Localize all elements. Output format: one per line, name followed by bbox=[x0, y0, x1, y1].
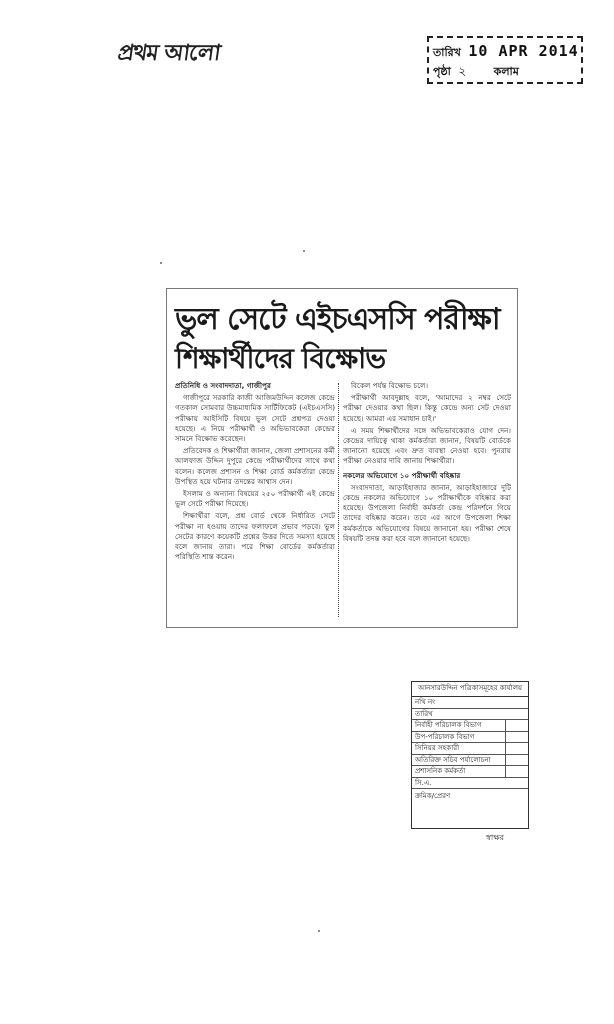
stamp-page-value: ২ bbox=[458, 64, 467, 78]
stamp-date-value: 10 APR 2014 bbox=[468, 42, 579, 60]
article-paragraph: গাজীপুরে সরকারি কাজী আজিমউদ্দিন কলেজ কেন্দ্রে গতকাল সোমবার উচ্চমাধ্যমিক সার্টিফিকেট (এইচএসসি) পরীক্ষায় আইসিটি বিষয়ে ভুল সেটে প্রশ্নপত্র দেওয়া হয়েছে। এ নিয়ে পরীক্ষার্থী ও অভিভাবকেরা কেন্দ্রের সামনে বিক্ষোভ করেছেন। bbox=[175, 393, 335, 444]
routing-slip-line: সি.এ. bbox=[412, 778, 528, 790]
news-clipping bbox=[166, 288, 518, 628]
article-column-right bbox=[343, 381, 511, 621]
article-column-left bbox=[175, 381, 335, 621]
routing-slip-signature: স্বাক্ষর bbox=[486, 833, 505, 842]
stamp-column-label: কলাম bbox=[493, 65, 519, 78]
stamp-page-row bbox=[433, 63, 581, 83]
column-divider bbox=[338, 383, 339, 617]
stamp-date-label: তারিখ bbox=[433, 46, 461, 59]
article-paragraph: ইসলাম ও অন্যান্য বিষয়ের ২৫০ পরীক্ষার্থী এই কেন্দ্রে ভুল সেটে পরীক্ষা দিয়েছে। bbox=[175, 489, 335, 509]
scan-speck bbox=[303, 250, 305, 252]
routing-slip-line: ক্রমিক/প্রেরণ bbox=[415, 792, 451, 800]
headline-line-2: শিক্ষার্থীদের বিক্ষোভ bbox=[175, 342, 386, 375]
headline-line-1: ভুল সেটে এইচএসসি পরীক্ষা bbox=[175, 302, 500, 337]
routing-slip-heading: আনসারউদ্দিন পত্রিকাসমূহের কার্যালয় bbox=[412, 682, 528, 697]
routing-slip-line: সিনিয়র সহকারী bbox=[412, 743, 528, 755]
routing-slip-line: নির্বাহী পরিচালক বিভাগ bbox=[412, 720, 528, 732]
article-paragraph: শিক্ষার্থীরা বলে, প্রশ্ন বোর্ড থেকে নির্ধারিত সেটে পরীক্ষা না হওয়ায় তাদের ফলাফলে প্রভাব পড়বে। ভুল সেটের কারণে কয়েকটি প্রশ্নের উত্তর দিতে সমস্যা হয়েছে বলে জানায় তারা। পরে শিক্ষা বোর্ডের কর্মকর্তারা পরিস্থিতি শান্ত করেন। bbox=[175, 511, 335, 562]
routing-slip-line: তারিখ bbox=[412, 709, 528, 721]
clipping-stamp bbox=[427, 36, 583, 84]
article-paragraph: প্রতিবেদক ও শিক্ষার্থীরা জানান, জেলা প্রশাসনের কর্মী আলফাজ উদ্দিন দুপুরে কেন্দ্রে পরীক্ষার্থীদের সাথে কথা বলেন। কলেজ প্রশাসন ও শিক্ষা বোর্ড কর্মকর্তারা কেন্দ্রে উপস্থিত হয়ে ঘটনার তদন্তের আশ্বাস দেন। bbox=[175, 446, 335, 486]
scan-speck bbox=[318, 930, 320, 932]
stamp-page-label: পৃষ্ঠা bbox=[433, 65, 451, 78]
stamp-date-row bbox=[433, 42, 581, 63]
article-byline: প্রতিনিধি ও সংবাদদাতা, গাজীপুর bbox=[175, 381, 271, 390]
routing-slip-line: প্রশাসনিক কর্মকর্তা bbox=[412, 766, 528, 778]
routing-slip bbox=[411, 681, 529, 829]
article-paragraph: বিকেল পর্যন্ত বিক্ষোভ চলে। bbox=[351, 381, 429, 390]
article-paragraph: সংবাদদাতা, আড়াইহাজার জানান, আড়াইহাজারে দুটি কেন্দ্রে নকলের অভিযোগে ১০ পরীক্ষার্থীকে বহিষ্কার করা হয়েছে। উপজেলা নির্বাহী কর্মকর্তা কেন্দ্র পরিদর্শনে গিয়ে তাদের বহিষ্কার করেন। তবে এর আগে উপজেলা শিক্ষা কর্মকর্তাকে অভিযোগের বিষয়ে জানানো হয়। পরীক্ষা শেষে বিষয়টি তদন্ত করা হবে বলে জানানো হয়েছে। bbox=[343, 482, 511, 543]
newspaper-masthead: প্রথম আলো bbox=[116, 40, 222, 66]
article-paragraph: পরীক্ষার্থী আবদুল্লাহ বলে, 'আমাদের ২ নম্বর সেটে পরীক্ষা দেওয়ার কথা ছিল। কিন্তু কেন্দ্রে অন্য সেট দেওয়া হয়েছে। আমরা এর সমাধান চাই।' bbox=[343, 393, 511, 423]
routing-slip-line: অতিরিক্ত সচিব পর্যালোচনা bbox=[412, 755, 528, 767]
routing-slip-line: নথি নং bbox=[412, 697, 528, 709]
article-paragraph: এ সময় শিক্ষার্থীদের সঙ্গে অভিভাবকেরাও যোগ দেন। কেন্দ্রের দায়িত্বে থাকা কর্মকর্তারা জানান, বিষয়টি বোর্ডকে জানানো হয়েছে এবং দ্রুত ব্যবস্থা নেওয়া হবে। পুনরায় পরীক্ষা নেওয়ার দাবি জানায় শিক্ষার্থীরা। bbox=[343, 425, 511, 466]
article-subheading: নকলের অভিযোগে ১০ পরীক্ষার্থী বহিষ্কার bbox=[343, 470, 461, 480]
routing-slip-line: উপ-পরিচালক বিভাগ bbox=[412, 732, 528, 744]
scan-speck bbox=[160, 262, 162, 264]
